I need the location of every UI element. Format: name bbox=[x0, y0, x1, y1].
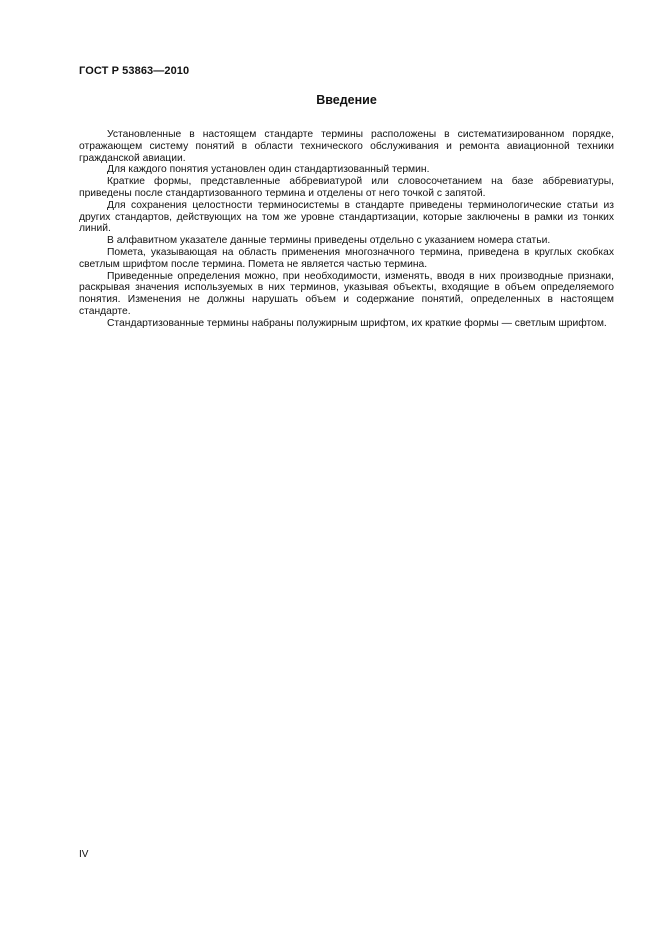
paragraph: Для каждого понятия установлен один стандартизованный термин. bbox=[107, 164, 430, 176]
paragraph: Приведенные определения можно, при необходимости, изменять, вводя в них производные признаки, раскрывая значения используемых в них терминов, указывая объекты, входящие в объем определяемого понятия. Изменения не должны нарушать объем и содержание понятий, определенных в настоящем стандарте. bbox=[79, 270, 614, 317]
paragraph: Краткие формы, представленные аббревиатурой или словосочетанием на базе аббревиатуры, приведены после стандартизованного термина и отделены от него точкой с запятой. bbox=[79, 176, 614, 199]
paragraph: Для сохранения целостности терминосистемы в стандарте приведены терминологические статьи из других стандартов, действующих на том же уровне стандартизации, которые заключены в рамки из тонких линий. bbox=[79, 199, 614, 235]
paragraph: В алфавитном указателе данные термины приведены отдельно с указанием номера статьи. bbox=[107, 235, 551, 247]
section-title: Введение bbox=[316, 93, 377, 107]
document-code: ГОСТ Р 53863—2010 bbox=[79, 65, 190, 77]
body-text bbox=[79, 129, 614, 330]
paragraph: Стандартизованные термины набраны полужирным шрифтом, их краткие формы — светлым шрифтом. bbox=[107, 317, 607, 329]
paragraph: Помета, указывающая на область применения многозначного термина, приведена в круглых скобках светлым шрифтом после термина. Помета не является частью термина. bbox=[79, 246, 614, 270]
paragraph: Установленные в настоящем стандарте термины расположены в систематизированном порядке, отражающем систему понятий в области технического обслуживания и ремонта авиационной техники гражданской авиации. bbox=[79, 129, 614, 164]
page-number: IV bbox=[79, 849, 89, 860]
